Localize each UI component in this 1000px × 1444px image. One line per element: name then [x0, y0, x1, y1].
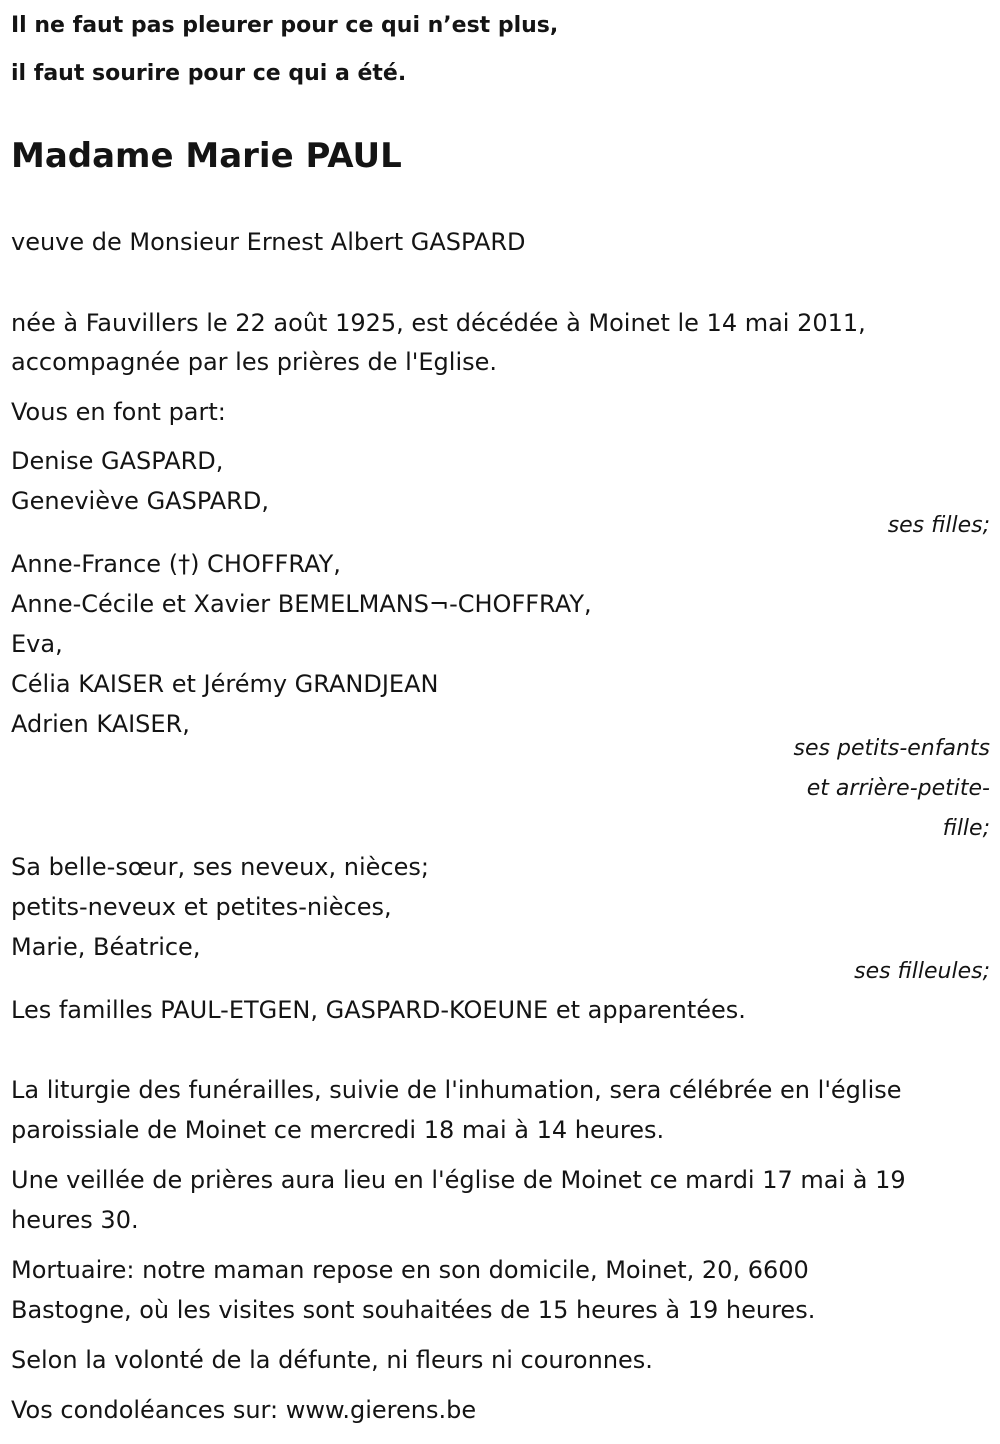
- grandchildren-relation-line: fille;: [942, 816, 990, 841]
- widow-of-line: veuve de Monsieur Ernest Albert GASPARD: [11, 228, 526, 256]
- grandchild-name: Eva,: [11, 630, 63, 658]
- grandchild-name: Anne-France (†) CHOFFRAY,: [11, 550, 341, 578]
- grandchild-name: Célia KAISER et Jérémy GRANDJEAN: [11, 670, 439, 698]
- grandchild-name: Anne-Cécile et Xavier BEMELMANS¬-CHOFFRAY,: [11, 590, 592, 618]
- filleules-relation: ses filleules;: [854, 959, 990, 984]
- condolences-line: Vos condoléances sur: www.gierens.be: [11, 1396, 477, 1424]
- daughter-name: Denise GASPARD,: [11, 447, 224, 475]
- deceased-name: Madame Marie PAUL: [11, 136, 402, 176]
- extended-family-line: Sa belle-sœur, ses neveux, nièces;: [11, 853, 429, 881]
- announcement-line: Vous en font part:: [11, 398, 226, 426]
- daughters-relation: ses filles;: [887, 513, 990, 538]
- extended-family-line: petits-neveux et petites-nièces,: [11, 893, 392, 921]
- extended-family-line: Marie, Béatrice,: [11, 933, 201, 961]
- quote-line-1: Il ne faut pas pleurer pour ce qui n’est plus,: [11, 13, 559, 38]
- church-line: accompagnée par les prières de l'Eglise.: [11, 348, 498, 376]
- flowers-line: Selon la volonté de la défunte, ni fleurs ni couronnes.: [11, 1346, 653, 1374]
- daughter-name: Geneviève GASPARD,: [11, 487, 269, 515]
- quote-line-2: il faut sourire pour ce qui a été.: [11, 61, 407, 86]
- vigil-line: Une veillée de prières aura lieu en l'église de Moinet ce mardi 17 mai à 19: [11, 1166, 906, 1194]
- mortuary-line: Mortuaire: notre maman repose en son domicile, Moinet, 20, 6600: [11, 1256, 809, 1284]
- vigil-line: heures 30.: [11, 1206, 139, 1234]
- grandchildren-relation-line: ses petits-enfants: [793, 736, 990, 761]
- liturgy-line: La liturgie des funérailles, suivie de l'inhumation, sera célébrée en l'église: [11, 1076, 902, 1104]
- birth-death-line: née à Fauvillers le 22 août 1925, est décédée à Moinet le 14 mai 2011,: [11, 309, 866, 337]
- liturgy-line: paroissiale de Moinet ce mercredi 18 mai à 14 heures.: [11, 1116, 665, 1144]
- mortuary-line: Bastogne, où les visites sont souhaitées de 15 heures à 19 heures.: [11, 1296, 816, 1324]
- grandchildren-relation-line: et arrière-petite-: [806, 776, 990, 801]
- grandchild-name: Adrien KAISER,: [11, 710, 190, 738]
- families-line: Les familles PAUL-ETGEN, GASPARD-KOEUNE et apparentées.: [11, 996, 746, 1024]
